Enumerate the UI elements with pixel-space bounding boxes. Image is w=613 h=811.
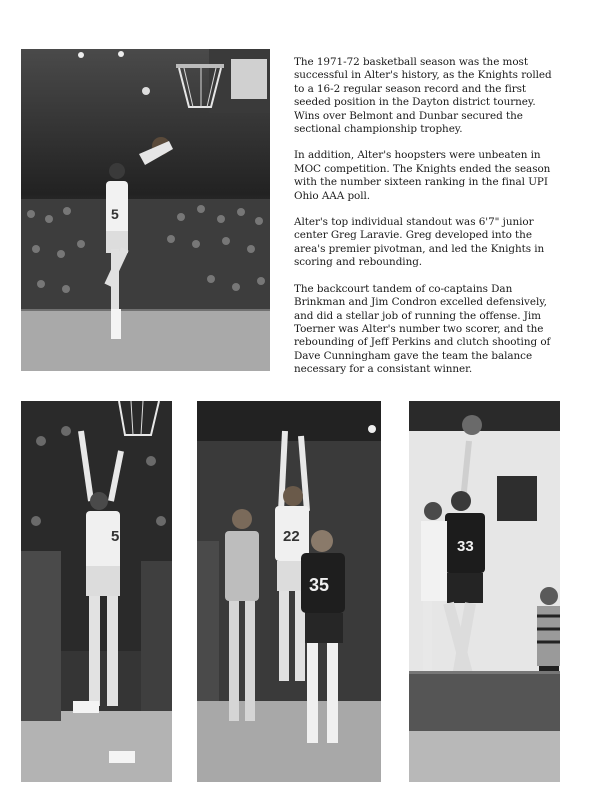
photo-tip-off [409,401,560,782]
jersey-number: 35 [309,575,330,595]
photo-layup [21,49,270,371]
photo-rebound [21,401,172,782]
article-text [294,56,564,390]
article-paragraph: The backcourt tandem of co-captains Dan Brinkman and Jim Condron excelled defensively, and did a stellar job of running the offense. Jim Toerner was Alter's number two scorer, and the rebounding of Jeff Perkins and clutch shooting of Dave Cunningham gave the team the balance necessary for a consistant winner. [294,282,551,376]
article-paragraph: Alter's top individual standout was 6'7" junior center Greg Laravie. Greg developed into the area's premier pivotman, and led the Knights in scoring and rebounding. [294,216,545,269]
jersey-number: 22 [283,528,300,545]
photo-jump-shot [197,401,381,782]
jersey-number: 5 [111,206,119,222]
jersey-number: 33 [457,538,474,555]
article-paragraph: The 1971-72 basketball season was the most successful in Alter's history, as the Knights rolled to a 16-2 regular season record and the first seeded position in the Dayton district tourney. Wins over Belmont and Dunbar secured the sectional championship trophey. [294,56,552,136]
jersey-number: 5 [111,528,120,545]
article-paragraph: In addition, Alter's hoopsters were unbeaten in MOC competition. The Knights ended the season with the number sixteen ranking in the final UPI Ohio AAA poll. [294,149,551,202]
